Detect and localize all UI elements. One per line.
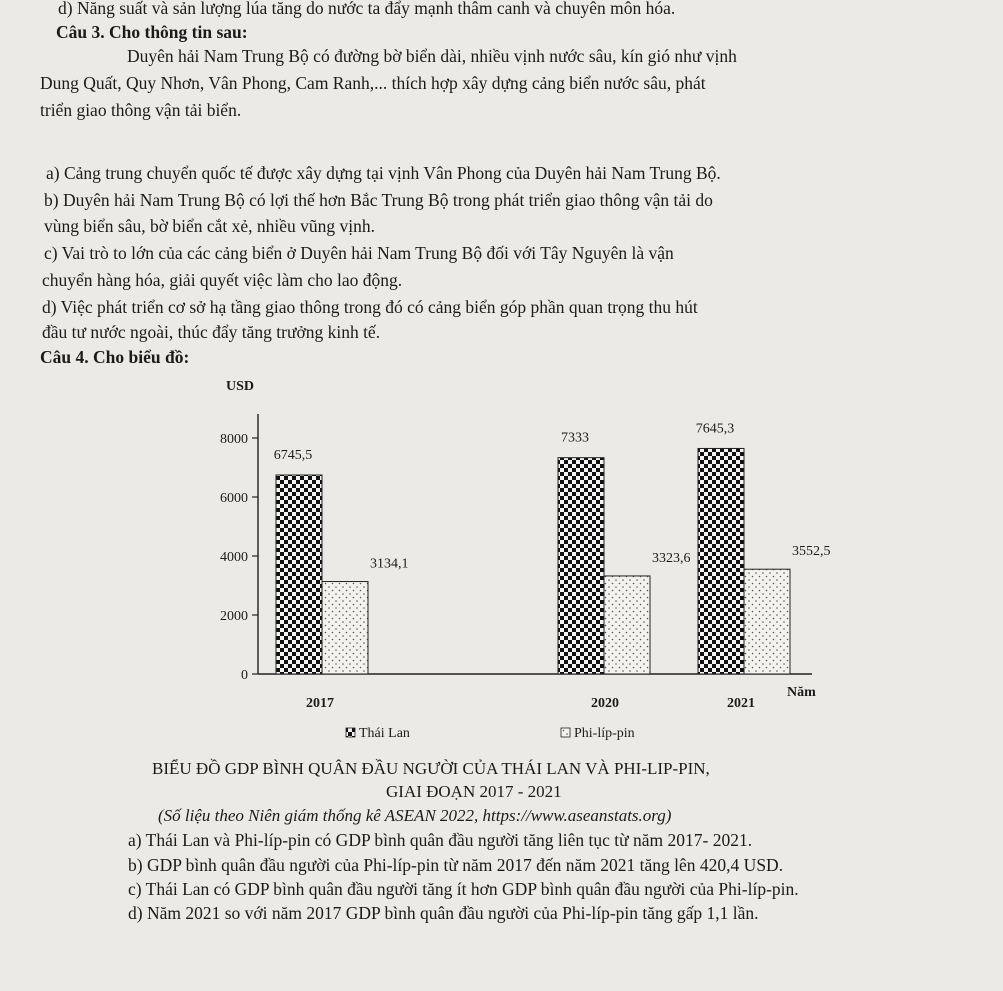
legend-swatch-thai-lan <box>346 728 355 737</box>
y-tick-label: 4000 <box>220 550 248 565</box>
chart-period: GIAI ĐOẠN 2017 - 2021 <box>386 782 562 801</box>
data-label: 7645,3 <box>695 421 735 437</box>
data-label: 3134,1 <box>370 556 409 572</box>
legend-swatch-phi-lip-pin <box>561 728 570 737</box>
question-4-title: Câu 4. Cho biểu đồ: <box>40 347 190 367</box>
question-3-option-d: d) Việc phát triển cơ sở hạ tầng giao thông trong đó có cảng biển góp phần quan trọng thu hút <box>42 297 698 317</box>
y-tick-label: 2000 <box>220 609 248 624</box>
bar-thai-lan-2017 <box>276 475 322 674</box>
data-label: 3552,5 <box>792 544 831 560</box>
x-axis-label: Năm <box>787 685 816 700</box>
question-4-option-c: c) Thái Lan có GDP bình quân đầu người tăng ít hơn GDP bình quân đầu người của Phi-líp-pin. <box>128 879 799 899</box>
y-tick-label: 8000 <box>220 432 248 447</box>
bar-thai-lan-2020 <box>558 458 604 674</box>
question-3-paragraph-line: triển giao thông vận tải biển. <box>40 100 242 120</box>
bar-phi-lip-pin-2021 <box>744 569 790 674</box>
question-3-paragraph-line: Dung Quất, Quy Nhơn, Vân Phong, Cam Ranh,... thích hợp xây dựng cảng biển nước sâu, phát <box>40 73 706 93</box>
bar-phi-lip-pin-2017 <box>322 582 368 674</box>
question-3-title: Câu 3. Cho thông tin sau: <box>56 22 248 42</box>
top-partial-line: d) Năng suất và sản lượng lúa tăng do nước ta đẩy mạnh thâm canh và chuyên môn hóa. <box>58 0 676 18</box>
legend-label-thai-lan: Thái Lan <box>359 726 410 741</box>
y-axis-label: USD <box>226 379 255 394</box>
question-4-option-b: b) GDP bình quân đầu người của Phi-líp-pin từ năm 2017 đến năm 2021 tăng lên 420,4 USD. <box>128 855 784 875</box>
bar-phi-lip-pin-2020 <box>604 576 650 674</box>
question-3-option-d-cont: đầu tư nước ngoài, thúc đẩy tăng trưởng kinh tế. <box>42 322 381 342</box>
question-4-option-a: a) Thái Lan và Phi-líp-pin có GDP bình quân đầu người tăng liên tục từ năm 2017- 2021. <box>128 830 753 850</box>
x-category-label: 2017 <box>306 696 334 711</box>
y-tick-label: 0 <box>241 668 248 683</box>
legend-label-phi-lip-pin: Phi-líp-pin <box>574 726 635 741</box>
question-3-option-c-cont: chuyển hàng hóa, giải quyết việc làm cho lao động. <box>42 270 403 290</box>
question-3-option-c: c) Vai trò to lớn của các cảng biển ở Duyên hải Nam Trung Bộ đối với Tây Nguyên là vận <box>44 243 674 263</box>
gdp-bar-chart <box>180 368 840 753</box>
question-3-paragraph-line: Duyên hải Nam Trung Bộ có đường bờ biển dài, nhiều vịnh nước sâu, kín gió như vịnh <box>127 46 737 66</box>
x-category-label: 2021 <box>727 696 755 711</box>
question-3-option-a: a) Cảng trung chuyển quốc tế được xây dựng tại vịnh Vân Phong của Duyên hải Nam Trung Bộ. <box>46 163 721 183</box>
data-label: 3323,6 <box>652 550 691 566</box>
data-label: 6745,5 <box>273 448 313 464</box>
question-4-option-d: d) Năm 2021 so với năm 2017 GDP bình quân đầu người của Phi-líp-pin tăng gấp 1,1 lần. <box>128 903 759 923</box>
question-3-option-b-cont: vùng biển sâu, bờ biển cắt xẻ, nhiều vũng vịnh. <box>44 216 375 236</box>
question-3-option-b: b) Duyên hải Nam Trung Bộ có lợi thế hơn Bắc Trung Bộ trong phát triển giao thông vận tải do <box>44 190 713 210</box>
chart-title: BIỂU ĐỒ GDP BÌNH QUÂN ĐẦU NGƯỜI CỦA THÁI LAN VÀ PHI-LIP-PIN, <box>152 759 710 778</box>
bar-thai-lan-2021 <box>698 448 744 674</box>
y-tick-label: 6000 <box>220 491 248 506</box>
x-category-label: 2020 <box>591 696 619 711</box>
data-label: 7333 <box>561 430 589 446</box>
chart-source: (Số liệu theo Niên giám thống kê ASEAN 2022, https://www.aseanstats.org) <box>158 806 672 825</box>
